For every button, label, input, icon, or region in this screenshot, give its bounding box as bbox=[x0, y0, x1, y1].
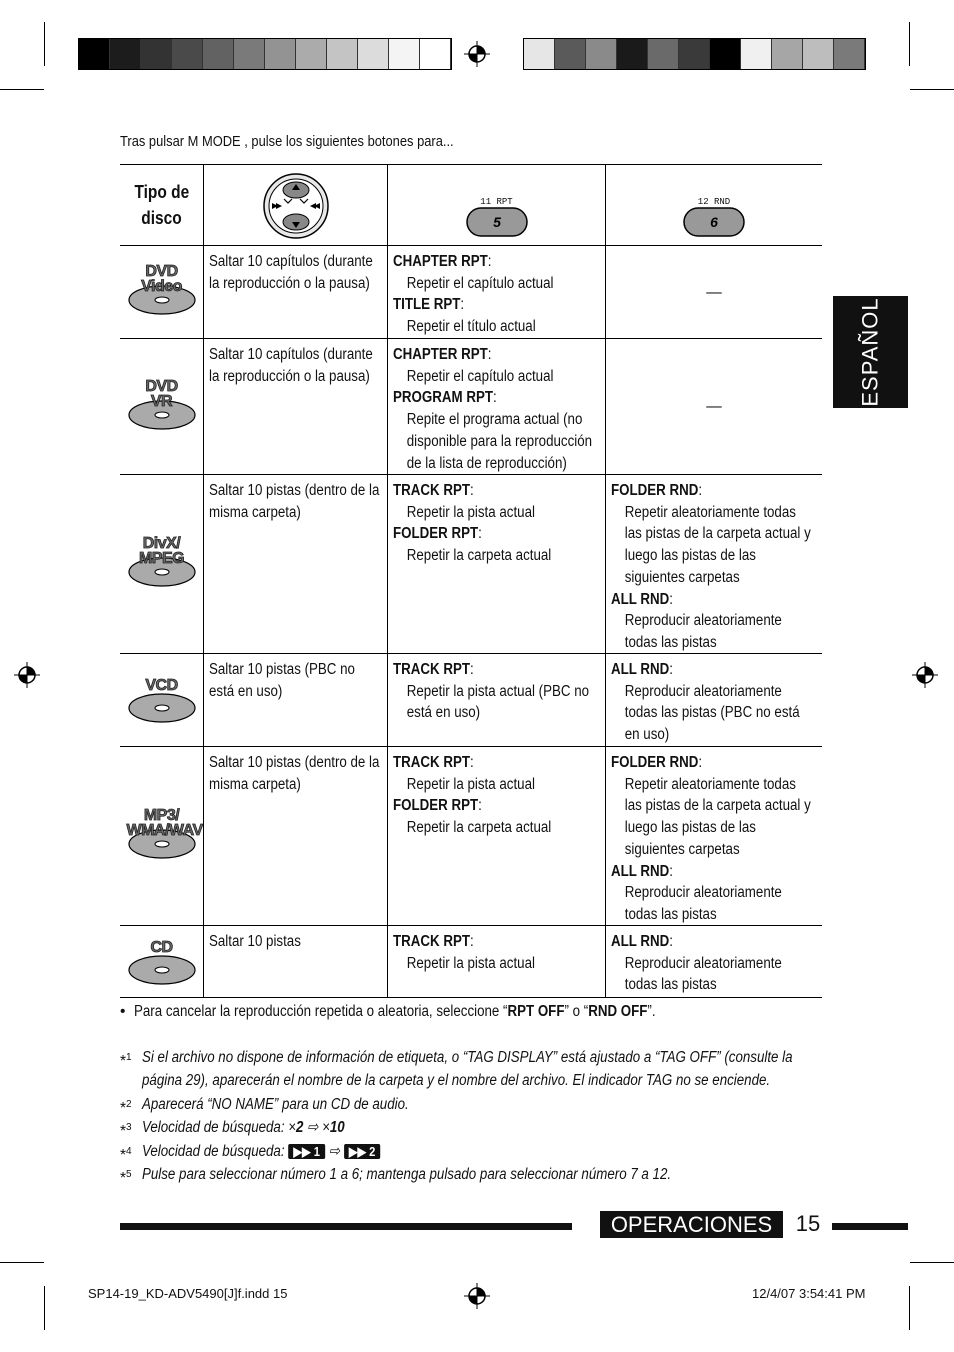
random-cell bbox=[606, 246, 822, 338]
footnote-asterisk: * bbox=[120, 1123, 127, 1141]
footnote-body: Si el archivo no dispone de información de etiqueta, o “TAG DISPLAY” está ajustado a “TAG OFF” (consulte la página 29), aparecerán el nombre de la carpeta y el nombre del archivo. El indicador TAG no se enciende. bbox=[142, 1048, 793, 1089]
repeat-list bbox=[393, 251, 599, 338]
random-list bbox=[611, 659, 816, 746]
table-header-row bbox=[120, 165, 822, 246]
speed-indicator-icon: ▶▶ 1 bbox=[288, 1144, 325, 1159]
button-5-cell bbox=[388, 165, 606, 245]
registration-mark-icon bbox=[14, 662, 40, 688]
repeat-random-table bbox=[120, 164, 822, 998]
disc-icon bbox=[127, 672, 197, 728]
random-term-name: ALL RND bbox=[611, 590, 670, 608]
footnote-mark bbox=[120, 1046, 132, 1074]
crop-mark bbox=[909, 22, 910, 66]
skip-text: Saltar 10 capítulos (durante la reproducción o la pausa) bbox=[209, 253, 373, 292]
disc-icon bbox=[127, 379, 197, 435]
repeat-term-name: FOLDER RPT bbox=[393, 797, 479, 815]
crop-mark bbox=[909, 1286, 910, 1330]
table-row bbox=[120, 747, 822, 926]
random-cell bbox=[606, 747, 822, 925]
disc-logo bbox=[127, 678, 197, 693]
random-desc: Reproducir aleatoriamente todas las pistas bbox=[624, 954, 782, 994]
skip-cell bbox=[204, 654, 388, 746]
skip-text: Saltar 10 pistas (dentro de la misma carpeta) bbox=[209, 482, 380, 521]
disc-logo-line: MPEG bbox=[138, 550, 185, 567]
repeat-cell bbox=[388, 246, 606, 338]
footnote-number: 1 bbox=[126, 1051, 132, 1063]
color-swatch bbox=[679, 39, 710, 69]
random-cell bbox=[606, 654, 822, 746]
repeat-desc: Repetir la pista actual bbox=[406, 954, 535, 972]
color-swatch bbox=[79, 39, 110, 69]
color-swatch bbox=[617, 39, 648, 69]
section-label: OPERACIONES bbox=[600, 1211, 783, 1238]
date-slug: 12/4/07 3:54:41 PM bbox=[752, 1286, 866, 1301]
disc-type-cell bbox=[120, 747, 204, 925]
disc-logo bbox=[127, 264, 197, 294]
footnote-text bbox=[142, 1163, 828, 1187]
crop-mark bbox=[44, 22, 45, 66]
repeat-desc: Repetir la pista actual (PBC no está en uso) bbox=[406, 682, 590, 722]
footnote bbox=[120, 1093, 830, 1117]
color-swatch bbox=[648, 39, 679, 69]
disc-type-cell bbox=[120, 246, 204, 338]
color-swatch bbox=[234, 39, 265, 69]
footnote-mark bbox=[120, 1163, 132, 1191]
arrow-icon: ⇨ bbox=[328, 1142, 340, 1160]
random-term-name: FOLDER RND bbox=[611, 754, 699, 771]
skip-text: Saltar 10 pistas (PBC no está en uso) bbox=[209, 661, 355, 700]
disc-icon bbox=[127, 934, 197, 990]
repeat-term: TRACK RPT: bbox=[393, 482, 474, 499]
color-swatch bbox=[741, 39, 772, 69]
random-list bbox=[611, 931, 816, 996]
color-swatch bbox=[834, 39, 865, 69]
color-swatch bbox=[203, 39, 234, 69]
random-term: ALL RND: bbox=[611, 933, 673, 950]
disc-logo bbox=[127, 379, 197, 409]
repeat-term-name: FOLDER RPT bbox=[393, 525, 479, 543]
repeat-desc: Repetir el capítulo actual bbox=[406, 367, 554, 385]
color-swatch bbox=[420, 39, 451, 69]
page-number: 15 bbox=[795, 1211, 821, 1236]
skip-text: Saltar 10 capítulos (durante la reproducción o la pausa) bbox=[209, 346, 373, 385]
color-swatch bbox=[358, 39, 389, 69]
repeat-list bbox=[393, 344, 599, 474]
table-row bbox=[120, 654, 822, 747]
disc-logo-line: DivX/ bbox=[142, 535, 181, 552]
repeat-term: TRACK RPT: bbox=[393, 933, 474, 950]
repeat-term-name: PROGRAM RPT bbox=[393, 389, 493, 407]
repeat-desc: Repite el programa actual (no disponible para la reproducción de la lista de reproducción) bbox=[406, 411, 593, 472]
disc-logo-line: MP3/ bbox=[143, 807, 180, 824]
random-list bbox=[611, 480, 816, 654]
repeat-desc: Repetir la pista actual bbox=[406, 775, 535, 793]
footnote-asterisk: * bbox=[120, 1146, 127, 1164]
color-swatch bbox=[327, 39, 358, 69]
table-row bbox=[120, 246, 822, 339]
repeat-cell bbox=[388, 475, 606, 653]
footnote-text bbox=[142, 1140, 828, 1164]
footnote-asterisk: * bbox=[120, 1099, 127, 1117]
random-term-name: ALL RND bbox=[611, 862, 670, 880]
random-cell bbox=[606, 339, 822, 474]
repeat-term-name: TITLE RPT bbox=[393, 296, 461, 314]
skip-cell bbox=[204, 339, 388, 474]
footer-rule bbox=[120, 1223, 572, 1230]
svg-text:6: 6 bbox=[710, 213, 718, 230]
control-pad-cell bbox=[204, 165, 388, 245]
disc-logo-line: WMA/WAV bbox=[126, 822, 203, 839]
disc-logo bbox=[127, 536, 197, 566]
repeat-list bbox=[393, 659, 599, 724]
repeat-desc: Repetir la carpeta actual bbox=[406, 547, 552, 565]
repeat-term: PROGRAM RPT: bbox=[393, 389, 497, 407]
svg-text:5: 5 bbox=[492, 213, 501, 230]
not-applicable-dash: — bbox=[706, 283, 722, 301]
footnote bbox=[120, 1163, 830, 1187]
color-swatch bbox=[389, 39, 420, 69]
repeat-list bbox=[393, 480, 599, 567]
random-desc: Repetir aleatoriamente todas las pistas de la carpeta actual y luego las pistas de las siguientes carpetas bbox=[624, 775, 811, 858]
random-term-name: FOLDER RND bbox=[611, 482, 699, 499]
skip-cell bbox=[204, 926, 388, 997]
color-swatch bbox=[803, 39, 834, 69]
disc-logo-line: DVD bbox=[145, 377, 178, 395]
table-row bbox=[120, 475, 822, 654]
repeat-term: FOLDER RPT: bbox=[393, 525, 482, 543]
cancel-note: • Para cancelar la reproducción repetida o aleatoria, seleccione “RPT OFF” o “RND OFF”. bbox=[120, 1003, 656, 1020]
random-desc: Reproducir aleatoriamente todas las pistas bbox=[624, 884, 782, 923]
color-calibration-bar bbox=[78, 38, 452, 70]
random-term-name: ALL RND bbox=[611, 661, 670, 678]
rnd-button-6: 12 RND 6 bbox=[649, 178, 779, 234]
registration-mark-icon bbox=[464, 41, 490, 67]
crop-mark bbox=[910, 89, 954, 90]
footnote-body: Velocidad de búsqueda: bbox=[142, 1142, 289, 1160]
repeat-cell bbox=[388, 747, 606, 925]
random-term: ALL RND: bbox=[611, 661, 673, 678]
skip-cell bbox=[204, 475, 388, 653]
repeat-desc: Repetir la pista actual bbox=[406, 503, 535, 521]
disc-logo bbox=[127, 940, 197, 955]
color-swatch bbox=[555, 39, 586, 69]
footnote-number: 5 bbox=[126, 1169, 132, 1180]
disc-logo-line: DVD bbox=[145, 263, 178, 280]
intro-text: Tras pulsar M MODE , pulse los siguientes botones para... bbox=[120, 133, 454, 150]
footnote bbox=[120, 1046, 830, 1093]
crop-mark bbox=[0, 1262, 44, 1263]
disc-icon bbox=[127, 264, 197, 320]
footnote-text bbox=[142, 1093, 828, 1117]
skip-cell bbox=[204, 246, 388, 338]
crop-mark bbox=[910, 1262, 954, 1263]
footnote-number: 3 bbox=[126, 1122, 132, 1133]
skip-cell bbox=[204, 747, 388, 925]
color-swatch bbox=[265, 39, 296, 69]
disc-type-header: Tipo de disco bbox=[120, 165, 204, 245]
crop-mark bbox=[0, 89, 44, 90]
arrow-icon: ⇨ bbox=[307, 1119, 319, 1136]
color-swatch bbox=[586, 39, 617, 69]
random-desc: Reproducir aleatoriamente todas las pistas (PBC no está en uso) bbox=[624, 682, 800, 744]
footnote bbox=[120, 1140, 830, 1164]
not-applicable-dash: — bbox=[706, 398, 722, 416]
speed-value: 10 bbox=[329, 1119, 345, 1136]
footnote-number: 2 bbox=[126, 1098, 132, 1110]
footer-rule bbox=[832, 1223, 908, 1230]
random-desc: Repetir aleatoriamente todas las pistas de la carpeta actual y luego las pistas de las siguientes carpetas bbox=[624, 503, 811, 586]
notes-section bbox=[120, 1000, 830, 1187]
footnote-body: Aparecerá “NO NAME” para un CD de audio. bbox=[142, 1095, 409, 1113]
speed-indicator-icon: ▶▶ 2 bbox=[344, 1144, 381, 1159]
skip-text: Saltar 10 pistas (dentro de la misma carpeta) bbox=[209, 754, 380, 793]
footnote-body: Pulse para seleccionar número 1 a 6; mantenga pulsado para seleccionar número 7 a 12. bbox=[142, 1166, 672, 1183]
footnote-number: 4 bbox=[126, 1145, 132, 1157]
times-sign: × bbox=[288, 1119, 297, 1136]
repeat-term-name: TRACK RPT bbox=[393, 661, 471, 678]
color-swatch bbox=[172, 39, 203, 69]
crop-mark bbox=[44, 1286, 45, 1330]
button-6-cell bbox=[606, 165, 822, 245]
disc-type-cell bbox=[120, 654, 204, 746]
speed-value: 2 bbox=[296, 1119, 304, 1136]
footnote-text bbox=[142, 1116, 828, 1140]
footnote-body: Velocidad de búsqueda: bbox=[142, 1119, 289, 1136]
rpt-button-5: 11 RPT 5 bbox=[432, 178, 562, 234]
disc-logo-line: Video bbox=[141, 278, 182, 295]
control-pad-icon bbox=[262, 172, 330, 240]
repeat-cell bbox=[388, 926, 606, 997]
disc-type-cell bbox=[120, 926, 204, 997]
times-sign: × bbox=[322, 1119, 330, 1136]
random-desc: Reproducir aleatoriamente todas las pistas bbox=[624, 612, 782, 651]
file-slug: SP14-19_KD-ADV5490[J]f.indd 15 bbox=[88, 1286, 288, 1301]
color-swatch bbox=[141, 39, 172, 69]
registration-mark-icon bbox=[464, 1283, 490, 1309]
random-term-name: ALL RND bbox=[611, 933, 670, 950]
table-row bbox=[120, 926, 822, 997]
disc-icon bbox=[127, 536, 197, 592]
color-swatch bbox=[524, 39, 555, 69]
language-tab: ESPAÑOL bbox=[833, 296, 908, 408]
disc-logo-line: VCD bbox=[145, 677, 178, 694]
repeat-term: TRACK RPT: bbox=[393, 661, 474, 678]
repeat-term: FOLDER RPT: bbox=[393, 797, 482, 815]
repeat-term: CHAPTER RPT: bbox=[393, 253, 492, 270]
disc-logo-line: CD bbox=[150, 938, 173, 956]
random-cell bbox=[606, 926, 822, 997]
footnote-text bbox=[142, 1046, 828, 1093]
repeat-term: CHAPTER RPT: bbox=[393, 346, 492, 363]
footnote-asterisk: * bbox=[120, 1170, 127, 1188]
repeat-term-name: CHAPTER RPT bbox=[393, 253, 488, 270]
registration-mark-icon bbox=[912, 662, 938, 688]
repeat-cell bbox=[388, 339, 606, 474]
footnote-asterisk: * bbox=[120, 1052, 127, 1070]
random-cell bbox=[606, 475, 822, 653]
repeat-term: TITLE RPT: bbox=[393, 296, 465, 314]
color-swatch bbox=[710, 39, 741, 69]
color-calibration-bar bbox=[523, 38, 866, 70]
random-term: FOLDER RND: bbox=[611, 482, 703, 499]
repeat-cell bbox=[388, 654, 606, 746]
repeat-list bbox=[393, 931, 599, 974]
repeat-list bbox=[393, 752, 599, 839]
repeat-desc: Repetir la carpeta actual bbox=[406, 819, 552, 837]
disc-type-cell bbox=[120, 339, 204, 474]
repeat-term: TRACK RPT: bbox=[393, 754, 474, 771]
random-term: ALL RND: bbox=[611, 862, 673, 880]
random-term: ALL RND: bbox=[611, 590, 673, 608]
skip-text: Saltar 10 pistas bbox=[209, 933, 301, 950]
color-swatch bbox=[296, 39, 327, 69]
repeat-term-name: TRACK RPT bbox=[393, 482, 471, 499]
repeat-term-name: CHAPTER RPT bbox=[393, 346, 488, 363]
table-row bbox=[120, 339, 822, 475]
button-key-icon bbox=[682, 206, 746, 238]
button-key-icon bbox=[465, 206, 529, 238]
disc-logo-line: VR bbox=[150, 392, 173, 410]
disc-icon bbox=[126, 807, 203, 864]
random-term: FOLDER RND: bbox=[611, 754, 703, 771]
footnote bbox=[120, 1116, 830, 1140]
repeat-term-name: TRACK RPT bbox=[393, 933, 471, 950]
repeat-desc: Repetir el capítulo actual bbox=[406, 274, 554, 292]
repeat-desc: Repetir el título actual bbox=[406, 318, 536, 336]
random-list bbox=[611, 752, 816, 926]
color-swatch bbox=[772, 39, 803, 69]
repeat-term-name: TRACK RPT bbox=[393, 754, 471, 771]
color-swatch bbox=[110, 39, 141, 69]
disc-type-cell bbox=[120, 475, 204, 653]
disc-logo bbox=[126, 807, 203, 839]
